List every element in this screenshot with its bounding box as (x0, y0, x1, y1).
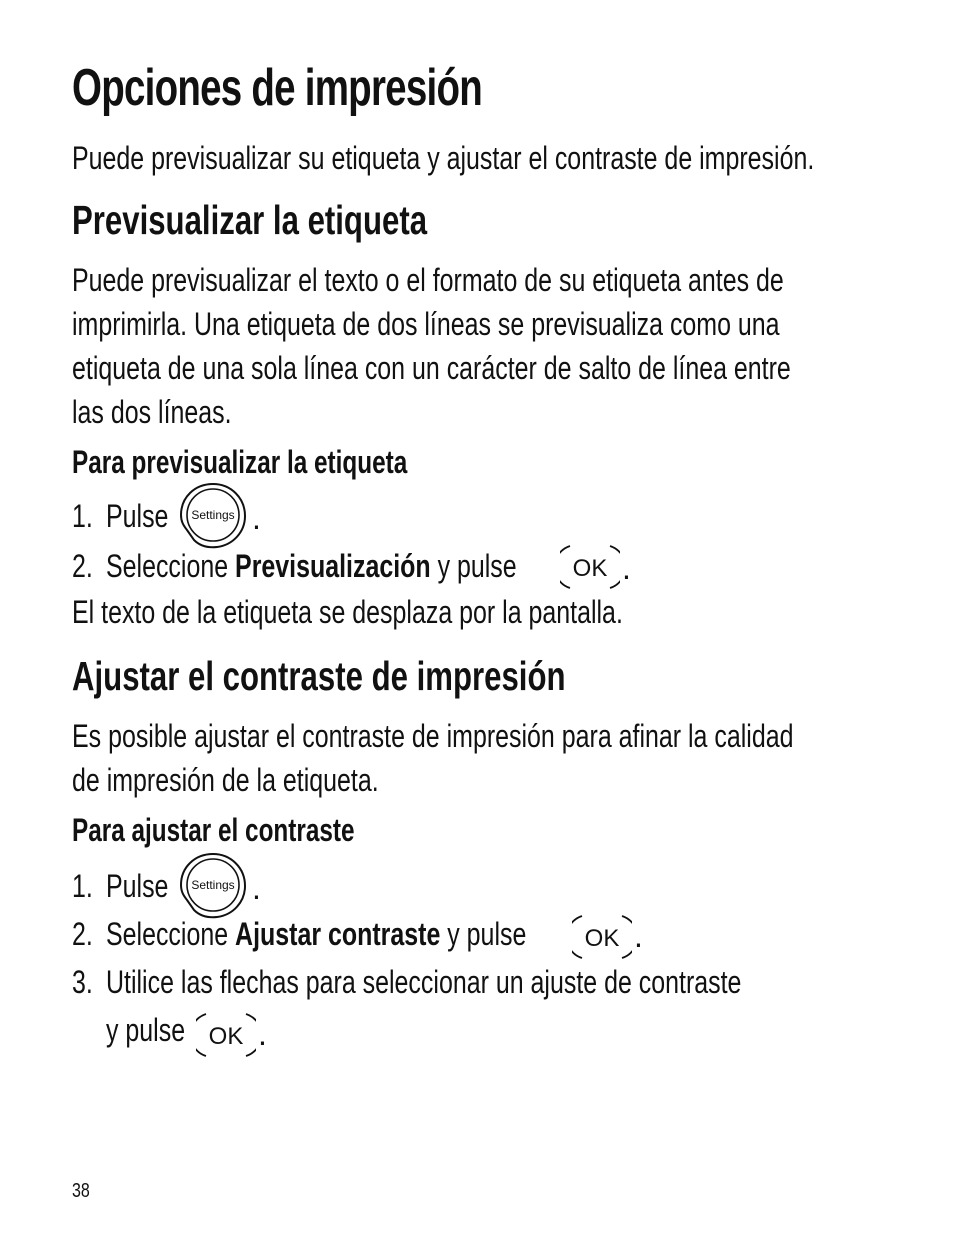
preview-heading: Previsualizar la etiqueta (72, 197, 428, 243)
step-number: 1. (72, 498, 93, 534)
preview-para-line-3: etiqueta de una sola línea con un carácter de salto de línea entre (72, 350, 791, 386)
contrast-para-line-1: Es posible ajustar el contraste de impresión para afinar la calidad (72, 718, 794, 754)
page-title: Opciones de impresión (72, 59, 482, 117)
ok-label: OK (584, 925, 620, 952)
ok-button-icon (196, 1010, 256, 1060)
step-text-line-2: y pulse (106, 1012, 186, 1048)
step-text-line-1: Utilice las flechas para seleccionar un ajuste de contraste (106, 964, 742, 1000)
step-number: 2. (72, 548, 93, 584)
preview-para-line-2: imprimirla. Una etiqueta de dos líneas se previsualiza como una (72, 306, 780, 342)
settings-button-icon (178, 480, 248, 550)
preview-subheading: Para previsualizar la etiqueta (72, 444, 408, 480)
step-text-post: y pulse (437, 548, 517, 584)
step-text-bold: Ajustar contraste (235, 916, 441, 952)
settings-label: Settings (191, 878, 235, 892)
ok-label: OK (208, 1023, 244, 1050)
page-number: 38 (72, 1180, 90, 1202)
period: . (258, 1016, 267, 1052)
contrast-para-line-2: de impresión de la etiqueta. (72, 762, 379, 798)
settings-label: Settings (191, 508, 235, 522)
contrast-step-3 (72, 958, 872, 1006)
step-number: 3. (72, 964, 93, 1000)
period: . (622, 550, 631, 586)
step-text-pre: Seleccione (106, 916, 229, 952)
preview-para-line-4: las dos líneas. (72, 394, 232, 430)
period: . (634, 918, 643, 954)
preview-para-line-1: Puede previsualizar el texto o el formato de su etiqueta antes de (72, 262, 784, 298)
ok-button-icon (560, 542, 620, 592)
period: . (252, 500, 261, 536)
ok-button-icon (572, 912, 632, 962)
step-number: 2. (72, 916, 93, 952)
step-text: Pulse (106, 498, 169, 534)
step-text-pre: Seleccione (106, 548, 229, 584)
period: . (252, 870, 261, 906)
intro-text: Puede previsualizar su etiqueta y ajustar el contraste de impresión. (72, 140, 815, 176)
step-text: Pulse (106, 868, 169, 904)
preview-note: El texto de la etiqueta se desplaza por la pantalla. (72, 594, 623, 630)
step-number: 1. (72, 868, 93, 904)
step-text-post: y pulse (447, 916, 527, 952)
ok-label: OK (572, 555, 608, 582)
step-text-bold: Previsualización (235, 548, 431, 584)
contrast-subheading: Para ajustar el contraste (72, 812, 355, 848)
contrast-heading: Ajustar el contraste de impresión (72, 653, 566, 699)
